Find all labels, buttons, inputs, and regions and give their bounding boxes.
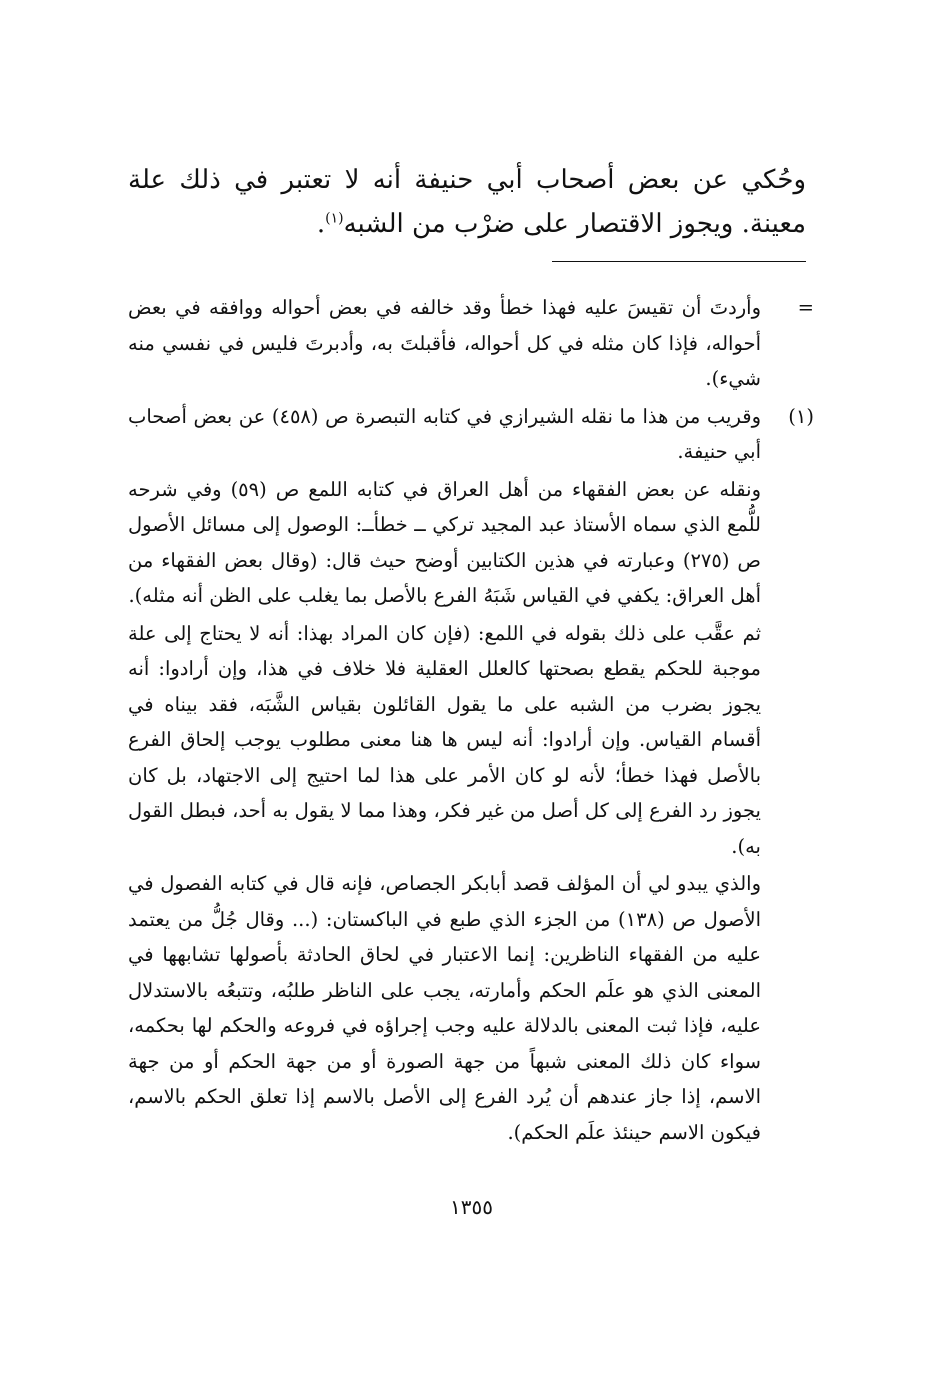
footnote-reference: (١) [325, 210, 344, 227]
main-paragraph-end: . [316, 209, 326, 239]
footnote-1-paragraph: ونقله عن بعض الفقهاء من أهل العراق في كتابه اللمع ص (٥٩) وفي شرحه للُّمع الذي سماه الأستاذ عبد المجيد تركي ــ خطأــ: الوصول إلى مسائل الأصول ص (٢٧٥) وعبارته في هذين الكتابين أوضح حيث قال: (وقال بعض الفقهاء من أهل العراق: يكفي في القياس شَبَهُ الفرع بالأصل بما يغلب على الظن أنه مثله). [128, 477, 761, 607]
page-number: ١٣٥٥ [450, 1195, 493, 1219]
footnote-1-paragraph: ثم عقَّب على ذلك بقوله في اللمع: (فإن كان المراد بهذا: أنه لا يحتاج إلى علة موجبة للحكم يقطع بصحتها كالعلل العقلية فلا خلاف في هذا، وإن أرادوا: أنه يجوز بضرب من الشبه على ما يقول القائلون بقياس الشَّبَه، فقد بيناه في أقسام القياس. وإن أرادوا: أنه ليس ها هنا معنى مطلوب يوجب إلحاق الفرع بالأصل فهذا خطأ؛ لأنه لو كان الأمر على هذا لما احتيج إلى الاجتهاد، بل كان يجوز رد الفرع إلى كل أصل من غير فكر، وهذا مما لا يقول به أحد، فبطل القول به). [128, 621, 761, 858]
footnote-1-marker: (١) [788, 404, 814, 428]
footnote-1 [128, 399, 814, 1151]
main-paragraph [128, 158, 806, 246]
footnotes-section [128, 290, 814, 1150]
footnote-continuation-text: وأردتَ أن تقيسَ عليه فهذا خطأ وقد خالفه في بعض أحواله ووافقه في بعض أحواله، فإذا كان مثله في كل أحواله، فأقبلتَ به، وأدبرتَ فليس في نفسي منه شيء). [128, 296, 762, 390]
footnote-1-paragraph: والذي يبدو لي أن المؤلف قصد أبابكر الجصاص، فإنه قال في كتابه الفصول في الأصول ص (١٣٨) من الجزء الذي طبع في الباكستان: (... وقال جُلُّ من يعتمد عليه من الفقهاء الناظرين: إنما الاعتبار في لحاق الحادثة بأصولها تشابهها في المعنى الذي هو علَم الحكم وأمارته، يجب على الناظر طلبُه، وتتبعُه بالاستدلال عليه، فإذا ثبت المعنى بالدلالة عليه وجب إجراؤه في فروعه والحكم لها بحكمه، سواء كان ذلك المعنى شبهاً من جهة الصورة أو من جهة الحكم أو من جهة الاسم، إذا جاز عندهم أن يُرد الفرع إلى الأصل بالاسم إذا تعلق الحكم بالاسم، فيكون الاسم حينئذ علَم الحكم). [128, 872, 761, 1144]
footnote-1-paragraph: وقريب من هذا ما نقله الشيرازي في كتابه التبصرة ص (٤٥٨) عن بعض أصحاب أبي حنيفة. [128, 404, 761, 463]
footnote-continuation [128, 290, 814, 397]
footnote-divider [552, 261, 806, 262]
main-paragraph-text: وحُكي عن بعض أصحاب أبي حنيفة أنه لا تعتبر في ذلك علة معينة. ويجوز الاقتصار على ضرْب من الشبه [128, 165, 806, 239]
continuation-marker: = [797, 296, 814, 319]
